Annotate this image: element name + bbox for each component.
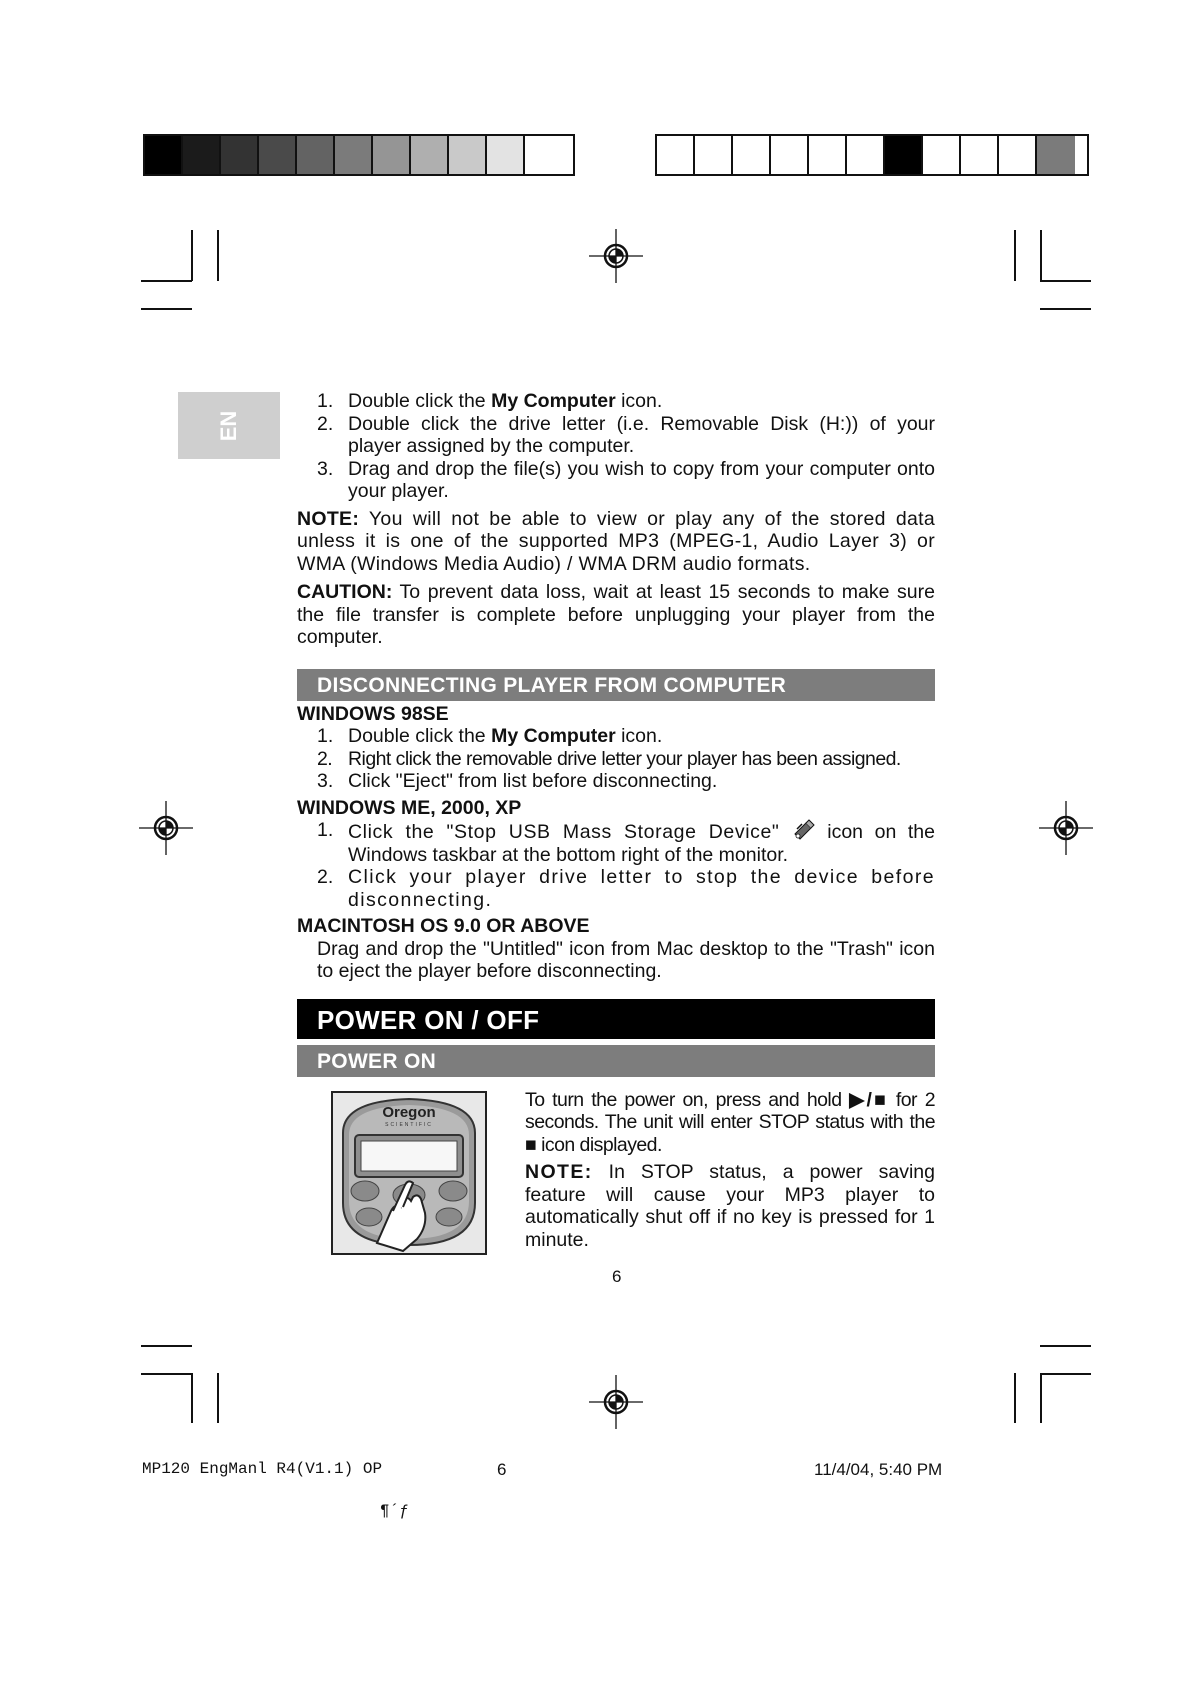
list-item: 3. Drag and drop the file(s) you wish to copy from your computer onto your player. [317,457,935,502]
device-brand-label: Oregon [382,1103,436,1121]
mac-instructions: Drag and drop the "Untitled" icon from Mac desktop to the "Trash" icon to eject the player before disconnecting. [317,937,935,982]
list-item: 2. Right click the removable drive letter your player has been assigned. [317,747,901,770]
list-item: 1. Double click the My Computer icon. [317,390,663,412]
device-brand-sub: SCIENTIFIC [385,1121,433,1128]
crop-mark [1040,230,1042,281]
caution-paragraph: CAUTION: To prevent data loss, wait at least 15 seconds to make sure the file transfer is complete before unplugging your player from the computer. [297,581,935,648]
power-note-paragraph: NOTE: In STOP status, a power saving feature will cause your MP3 player to automatically shut off if no key is pressed for 1 minute. [525,1161,935,1251]
mp3-player-image [333,1093,485,1253]
crop-mark [1040,1345,1091,1347]
footer-page: 6 [497,1460,507,1479]
list-item: 1. Click the "Stop USB Mass Storage Device" icon on the Windows taskbar at the bottom right of the monitor. [317,819,935,866]
list-item: 2. Double click the drive letter (i.e. Removable Disk (H:)) of your player assigned by the computer. [317,412,935,457]
list-item: 3. Click "Eject" from list before disconnecting. [317,770,718,792]
section-heading-power-on-off: POWER ON / OFF [297,999,935,1039]
play-stop-icon: ▶/■ [849,1088,889,1111]
registration-target-icon [1039,801,1093,855]
os-heading-mac: MACINTOSH OS 9.0 OR ABOVE [297,915,590,937]
language-tab [178,392,280,459]
list-item: 1. Double click the My Computer icon. [317,725,663,747]
crop-mark [1040,1373,1042,1423]
crop-mark [141,1373,192,1375]
section-heading-power-on: POWER ON [297,1045,935,1077]
color-bar-grayscale [143,134,575,176]
copy-steps-list [297,390,935,503]
crop-mark [191,1373,193,1423]
registration-target-icon [139,801,193,855]
page-number: 6 [612,1267,622,1286]
os-heading-winme: WINDOWS ME, 2000, XP [297,796,522,819]
crop-mark [1014,230,1016,281]
footer-file-name: MP120 EngManl R4(V1.1) OP [142,1460,383,1478]
registration-target-icon [589,1375,643,1429]
page-content [297,390,935,1259]
crop-mark [1014,1373,1016,1423]
color-bar-registration [655,134,1089,176]
device-illustration [331,1091,487,1255]
language-tab-label: EN [216,410,241,442]
note-paragraph: NOTE: You will not be able to view or play any of the stored data unless it is one of the supported MP3 (MPEG-1, Audio Layer 3) or WMA (Windows Media Audio) / WMA DRM audio formats. [297,507,935,575]
crop-mark [217,1373,219,1423]
os-heading-win98: WINDOWS 98SE [297,702,449,725]
crop-mark [1040,1373,1091,1375]
footer-date: 11/4/04, 5:40 PM [814,1460,943,1479]
crop-mark [191,230,193,281]
usb-stop-icon [792,819,816,841]
power-on-instructions [525,1089,935,1252]
section-heading-disconnecting: DISCONNECTING PLAYER FROM COMPUTER [297,669,935,701]
crop-mark [141,308,192,310]
crop-mark [217,230,219,281]
power-on-row [297,1089,935,1259]
crop-mark [1040,308,1091,310]
crop-mark [1040,280,1091,282]
power-on-paragraph: To turn the power on, press and hold ▶/■ for 2 seconds. The unit will enter STOP status with the ■ icon displayed. [525,1088,935,1156]
list-item: 2. Click your player drive letter to stop the device before disconnecting. [317,866,935,911]
winme-steps-list [297,819,935,911]
crop-mark [141,1345,192,1347]
crop-mark [141,280,192,282]
win98-steps-list [297,725,935,793]
stop-icon: ■ [525,1133,537,1156]
registration-target-icon [589,229,643,283]
footer-glyphs: ¶´ƒ [380,1502,409,1520]
